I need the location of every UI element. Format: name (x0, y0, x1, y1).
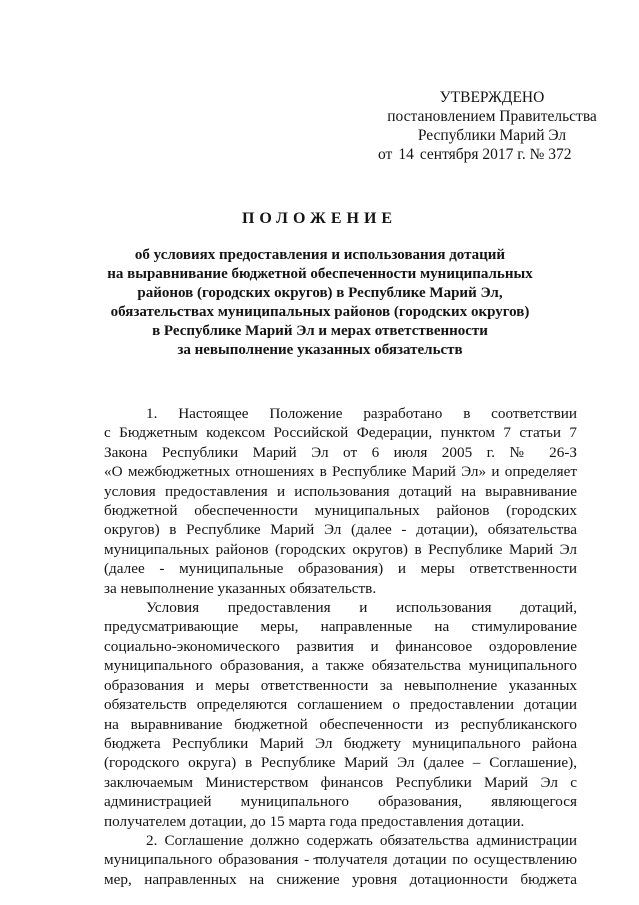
body-line: (далее - муниципальные образования) и меры ответственности (104, 560, 577, 578)
approval-day: 14 (398, 146, 414, 163)
body-line: образования и меры ответственности за невыполнение указанных (104, 676, 577, 694)
body-line: Закона Республики Марий Эл от 6 июля 2005 г. № 26-З (104, 443, 577, 461)
page-mark-decoration (312, 856, 328, 860)
body-line: 2. Соглашение должно содержать обязательства администрации (146, 831, 577, 849)
approval-date (378, 145, 602, 164)
body-line: бюджетной обеспеченности муниципальных районов (городских (104, 502, 577, 520)
body-line: за невыполнение указанных обязательств. (104, 579, 377, 597)
body-line: муниципального образования, а также обязательства муниципального (104, 657, 577, 675)
subtitle-line: районов (городских округов) в Республике Марий Эл, (137, 285, 503, 301)
document-body (104, 404, 577, 889)
body-line: 1. Настоящее Положение разработано в соответствии (146, 405, 577, 422)
approval-date-prefix: от (378, 146, 393, 163)
body-line: «О межбюджетных отношениях в Республике Марий Эл» и определяет (104, 463, 577, 481)
subtitle-line: на выравнивание бюджетной обеспеченности муниципальных (107, 266, 533, 282)
body-line: условия предоставления и использования дотаций на выравнивание (104, 482, 577, 500)
body-line: Условия предоставления и использования дотаций, (146, 599, 577, 617)
body-line: с Бюджетным кодексом Российской Федерации, пунктом 7 статьи 7 (104, 424, 577, 442)
approval-month-year: сентября 2017 г. № 372 (419, 146, 572, 163)
approval-resolution: постановлением Правительства (387, 108, 597, 125)
subtitle-line: об условиях предоставления и использования дотаций (134, 247, 506, 263)
body-line: получателем дотации, до 15 марта года предоставления дотации. (104, 812, 525, 830)
document-title: ПОЛОЖЕНИЕ (241, 210, 398, 227)
body-line: заключаемым Министерством финансов Республики Марий Эл с (104, 773, 577, 791)
approval-republic: Республики Марий Эл (417, 127, 567, 144)
body-line: предусматривающие меры, направленные на стимулирование (104, 618, 577, 636)
body-line: муниципального образования - получателя дотации по осуществлению (104, 851, 577, 869)
body-line: обязательств определяются соглашением о предоставлении дотации (104, 696, 577, 714)
subtitle-line: в Республике Марий Эл и мерах ответственности (152, 323, 488, 339)
approval-approved: УТВЕРЖДЕНО (439, 89, 545, 106)
subtitle-line: обязательствах муниципальных районов (городских округов) (110, 304, 530, 320)
body-line: социально-экономического развития и финансовое оздоровление (104, 637, 577, 655)
body-line: муниципальных районов (городских округов) в Республике Марий Эл (104, 540, 577, 558)
document-subtitle (90, 246, 550, 360)
approval-stamp (378, 88, 602, 164)
body-line: (городского округа) в Республике Марий Эл (далее – Соглашение), (104, 754, 577, 772)
body-line: на выравнивание бюджетной обеспеченности из республиканского (104, 715, 577, 733)
body-line: администрацией муниципального образования, являющегося (104, 793, 577, 811)
body-line: бюджета Республики Марий Эл бюджету муниципального района (104, 734, 577, 752)
body-line: мер, направленных на снижение уровня дотационности бюджета (104, 870, 577, 888)
subtitle-line: за невыполнение указанных обязательств (177, 342, 463, 358)
body-line: округов) в Республике Марий Эл (далее - дотации), обязательства (104, 521, 577, 539)
